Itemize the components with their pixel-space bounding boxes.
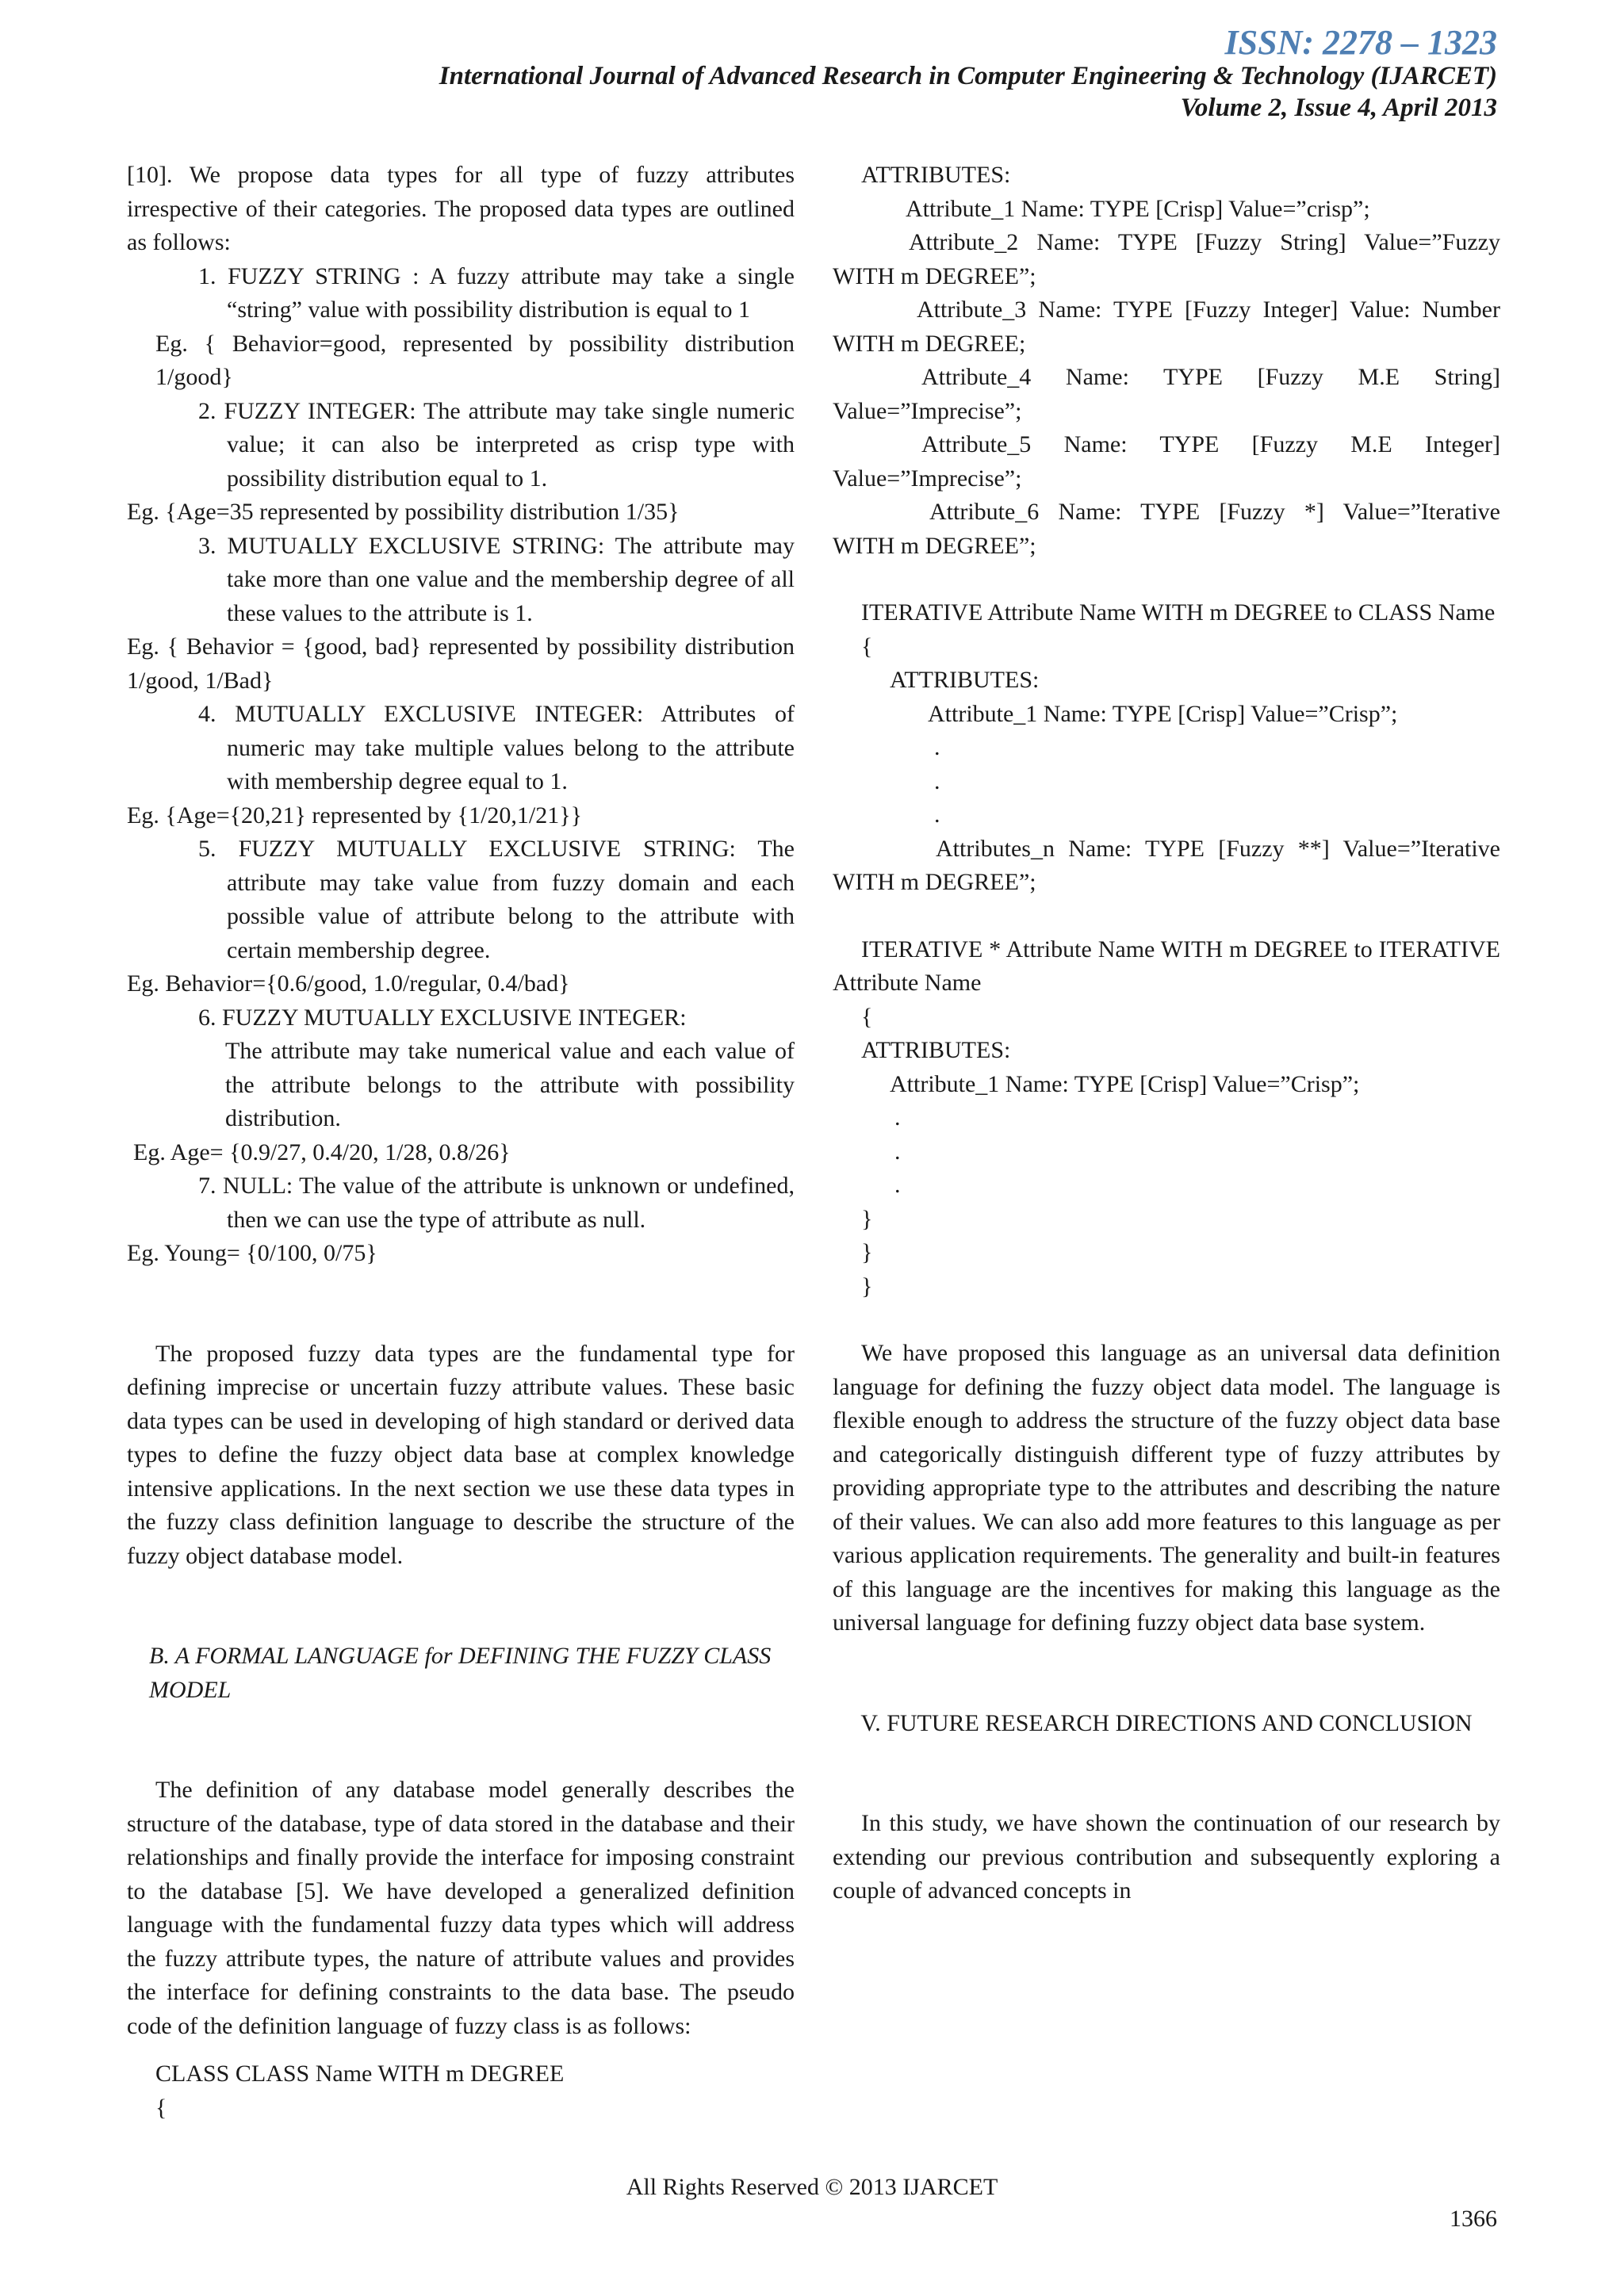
intro-paragraph: [10]. We propose data types for all type of fuzzy attributes irrespective of their categories. The proposed data types are outlined as follows: (127, 162, 795, 255)
code-open-brace: { (155, 2094, 167, 2121)
example-1: Eg. { Behavior=good, represented by possibility distribution 1/good} (155, 330, 795, 390)
code-attribute-5: Attribute_5 Name: TYPE [Fuzzy M.E Integer] Value=”Imprecise”; (833, 431, 1500, 492)
code-brace-open-2: { (861, 633, 873, 660)
code-iterative-1-attr-1: Attribute_1 Name: TYPE [Crisp] Value=”Crisp”; (928, 700, 1398, 727)
code-iterative-2: ITERATIVE * Attribute Name WITH m DEGREE to ITERATIVE Attribute Name (833, 936, 1500, 996)
list-item-4: 4. MUTUALLY EXCLUSIVE INTEGER: Attributes of numeric may take multiple values belong to the attribute with membership degree equal to 1. (198, 701, 795, 794)
list-item-1: 1. FUZZY STRING : A fuzzy attribute may take a single “string” value with possibility distribution is equal to 1 (198, 262, 795, 323)
example-3: Eg. { Behavior = {good, bad} represented by possibility distribution 1/good, 1/Bad} (127, 633, 795, 694)
list-item-7: 7. NULL: The value of the attribute is unknown or undefined, then we can use the type of attribute as null. (198, 1173, 795, 1233)
code-attribute-3: Attribute_3 Name: TYPE [Fuzzy Integer] Value: Number WITH m DEGREE; (833, 297, 1500, 357)
code-brace-close-1: } (861, 1205, 873, 1232)
list-item-3: 3. MUTUALLY EXCLUSIVE STRING: The attribute may take more than one value and the membership degree of all these values to the attribute is 1. (198, 532, 795, 626)
paragraph-universal-language: We have proposed this language as an universal data definition language for defining the fuzzy object data model. The language is flexible enough to address the structure of the fuzzy object data base and categorically distinguish different type of fuzzy attributes by providing appropriate type to the attributes and describing the nature of their values. We can also add more features to this language as per various application requirements. The generality and built-in features of this language are the incentives for making this language as the universal language for defining fuzzy object data base system. (833, 1340, 1500, 1636)
code-ellipsis-dot: . (934, 734, 940, 760)
footer-rights: All Rights Reserved © 2013 IJARCET (626, 2174, 998, 2200)
code-class-line: CLASS CLASS Name WITH m DEGREE (155, 2061, 565, 2087)
issn-header: ISSN: 2278 – 1323 (1224, 23, 1497, 62)
code-iterative-1: ITERATIVE Attribute Name WITH m DEGREE to CLASS Name (861, 599, 1496, 626)
code-brace-open-3: { (861, 1003, 873, 1030)
code-attribute-6: Attribute_6 Name: TYPE [Fuzzy *] Value=”Iterative WITH m DEGREE”; (833, 499, 1500, 559)
code-attribute-1: Attribute_1 Name: TYPE [Crisp] Value=”crisp”; (906, 195, 1370, 222)
journal-title: International Journal of Advanced Research in Computer Engineering & Technology (IJARCET) (439, 62, 1497, 90)
code-attribute-4: Attribute_4 Name: TYPE [Fuzzy M.E String] Value=”Imprecise”; (833, 364, 1500, 424)
code-attributes-label: ATTRIBUTES: (861, 162, 1011, 188)
paragraph-definition-language: The definition of any database model generally describes the structure of the database, type of data stored in the database and their relationships and finally provide the interface for imposing constraint to the database [5]. We have developed a generalized definition language with the fundamental fuzzy data types which will address the fuzzy attribute types, the nature of attribute values and provides the interface for defining constraints to the data base. The pseudo code of the definition language of fuzzy class is as follows: (127, 1777, 795, 2039)
paragraph-fundamental-types: The proposed fuzzy data types are the fundamental type for defining imprecise or uncertain fuzzy attribute values. These basic data types can be used in developing of high standard or derived data types to define the fuzzy object data base at complex knowledge intensive applications. In the next section we use these data types in the fuzzy class definition language to describe the structure of the fuzzy object database model. (127, 1340, 795, 1569)
right-column (833, 159, 1500, 1908)
example-7: Eg. Young= {0/100, 0/75} (127, 1240, 377, 1266)
code-ellipsis-dot: . (894, 1172, 901, 1198)
code-ellipsis-dot: . (934, 802, 940, 828)
volume-issue: Volume 2, Issue 4, April 2013 (1180, 94, 1497, 122)
section-heading-v: V. FUTURE RESEARCH DIRECTIONS AND CONCLUSION (860, 1709, 1473, 1736)
code-iterative-1-attr-n: Attributes_n Name: TYPE [Fuzzy **] Value=”Iterative WITH m DEGREE”; (833, 835, 1500, 895)
subsection-heading: B. A FORMAL LANGUAGE for DEFINING THE FUZZY CLASS MODEL (149, 1643, 772, 1703)
code-ellipsis-dot: . (894, 1138, 901, 1165)
code-attribute-2: Attribute_2 Name: TYPE [Fuzzy String] Value=”Fuzzy WITH m DEGREE”; (833, 229, 1500, 289)
code-ellipsis-dot: . (934, 767, 940, 794)
page-number: 1366 (1450, 2206, 1497, 2232)
list-item-6-body: The attribute may take numerical value and each value of the attribute belongs to the attribute with possibility distribution. (225, 1038, 795, 1131)
left-column (127, 159, 795, 2125)
code-attributes-label-2: ATTRIBUTES: (890, 667, 1040, 693)
code-brace-close-2: } (861, 1239, 873, 1265)
code-iterative-2-attr-1: Attribute_1 Name: TYPE [Crisp] Value=”Crisp”; (890, 1070, 1360, 1097)
list-item-5: 5. FUZZY MUTUALLY EXCLUSIVE STRING: The attribute may take value from fuzzy domain and each possible value of attribute belong to the attribute with certain membership degree. (198, 836, 795, 963)
code-brace-close-3: } (861, 1272, 873, 1299)
code-ellipsis-dot: . (894, 1104, 901, 1131)
list-item-2: 2. FUZZY INTEGER: The attribute may take single numeric value; it can also be interpreted as crisp type with possibility distribution equal to 1. (198, 397, 795, 492)
example-4: Eg. {Age={20,21} represented by {1/20,1/21}} (127, 802, 583, 828)
paragraph-conclusion-start: In this study, we have shown the continuation of our research by extending our previous contribution and subsequently exploring a couple of advanced concepts in (833, 1810, 1500, 1904)
example-6: Eg. Age= {0.9/27, 0.4/20, 1/28, 0.8/26} (133, 1138, 511, 1165)
example-2: Eg. {Age=35 represented by possibility distribution 1/35} (127, 499, 680, 525)
example-5: Eg. Behavior={0.6/good, 1.0/regular, 0.4/bad} (127, 970, 570, 997)
list-item-6-title: 6. FUZZY MUTUALLY EXCLUSIVE INTEGER: (198, 1004, 687, 1031)
code-attributes-label-3: ATTRIBUTES: (861, 1037, 1011, 1063)
